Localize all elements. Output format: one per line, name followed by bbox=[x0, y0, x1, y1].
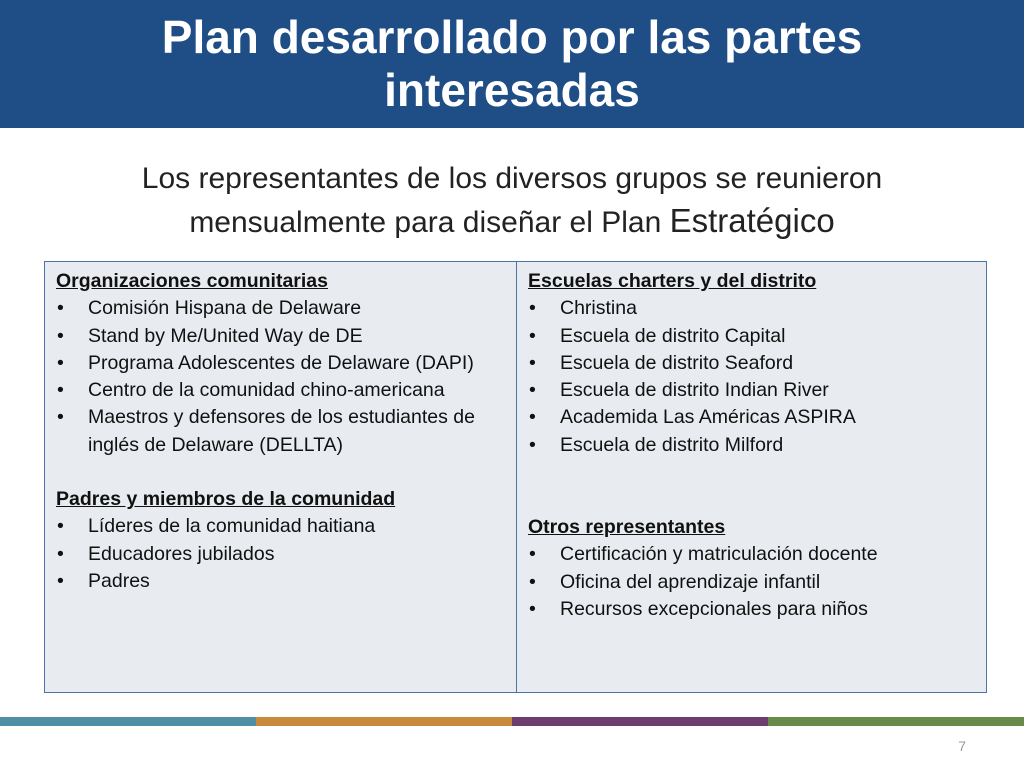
list-padres bbox=[56, 513, 506, 595]
list-item bbox=[528, 323, 976, 350]
list-item bbox=[56, 541, 506, 568]
list-item-text: Stand by Me/United Way de DE bbox=[88, 324, 363, 347]
list-item-text: Recursos excepcionales para niños bbox=[560, 597, 868, 620]
footer-color-stripe bbox=[0, 717, 1024, 726]
list-item-text: Escuela de distrito Capital bbox=[560, 324, 786, 347]
title-bar bbox=[0, 0, 1024, 128]
subtitle-text: Los representantes de los diversos grupos se reunieron mensualmente para diseñar el Plan bbox=[141, 162, 883, 239]
list-item-text: Programa Adolescentes de Delaware (DAPI) bbox=[88, 351, 474, 374]
list-organizaciones bbox=[56, 295, 506, 459]
bullet-icon: • bbox=[529, 351, 536, 374]
list-item-text: Oficina del aprendizaje infantil bbox=[560, 570, 821, 593]
list-otros bbox=[528, 541, 976, 623]
bullet-icon: • bbox=[57, 542, 64, 565]
list-item bbox=[528, 350, 976, 377]
list-item bbox=[56, 513, 506, 540]
list-item bbox=[56, 350, 506, 377]
stakeholder-table bbox=[44, 261, 987, 693]
bullet-icon: • bbox=[529, 297, 536, 320]
bullet-icon: • bbox=[57, 569, 64, 592]
list-item bbox=[528, 295, 976, 322]
list-item bbox=[56, 377, 506, 404]
page-number: 7 bbox=[958, 738, 966, 754]
list-item-text: Padres bbox=[88, 569, 150, 592]
list-item-text: Christina bbox=[560, 297, 637, 320]
bullet-icon: • bbox=[529, 433, 536, 456]
stripe-segment bbox=[0, 717, 256, 726]
section-heading-escuelas: Escuelas charters y del distrito bbox=[528, 270, 817, 292]
list-item-text: Academida Las Américas ASPIRA bbox=[560, 406, 856, 429]
list-item bbox=[528, 377, 976, 404]
list-item-text: Maestros y defensores de los estudiantes de inglés de Delaware (DELLTA) bbox=[88, 406, 475, 456]
bullet-icon: • bbox=[57, 379, 64, 402]
stripe-segment bbox=[512, 717, 768, 726]
list-item bbox=[528, 432, 976, 459]
list-item bbox=[528, 596, 976, 623]
bullet-icon: • bbox=[57, 406, 64, 429]
list-item bbox=[56, 404, 506, 459]
bullet-icon: • bbox=[57, 324, 64, 347]
list-item-text: Escuela de distrito Indian River bbox=[560, 379, 829, 402]
list-item bbox=[56, 323, 506, 350]
slide-title: Plan desarrollado por las partes interesadas bbox=[161, 11, 863, 116]
right-column bbox=[517, 262, 986, 692]
slide-subtitle bbox=[50, 158, 974, 244]
stripe-segment bbox=[256, 717, 512, 726]
bullet-icon: • bbox=[529, 379, 536, 402]
list-item bbox=[56, 295, 506, 322]
list-item-text: Centro de la comunidad chino-americana bbox=[88, 379, 445, 402]
list-escuelas bbox=[528, 295, 976, 459]
list-item-text: Escuela de distrito Milford bbox=[560, 433, 784, 456]
bullet-icon: • bbox=[57, 515, 64, 538]
bullet-icon: • bbox=[57, 297, 64, 320]
section-heading-otros: Otros representantes bbox=[528, 516, 726, 539]
bullet-icon: • bbox=[529, 570, 536, 593]
left-column bbox=[45, 262, 517, 692]
stripe-segment bbox=[768, 717, 1024, 726]
list-item bbox=[56, 568, 506, 595]
list-item-text: Escuela de distrito Seaford bbox=[560, 351, 794, 374]
list-item bbox=[528, 541, 976, 568]
bullet-icon: • bbox=[529, 543, 536, 566]
section-heading-organizaciones: Organizaciones comunitarias bbox=[56, 270, 329, 292]
list-item-text: Líderes de la comunidad haitiana bbox=[88, 515, 376, 538]
bullet-icon: • bbox=[529, 597, 536, 620]
bullet-icon: • bbox=[57, 351, 64, 374]
list-item bbox=[528, 569, 976, 596]
list-item-text: Certificación y matriculación docente bbox=[560, 543, 878, 566]
list-item-text: Educadores jubilados bbox=[88, 542, 275, 565]
list-item bbox=[528, 404, 976, 431]
section-spacer bbox=[528, 459, 976, 514]
section-heading-padres: Padres y miembros de la comunidad bbox=[56, 488, 396, 511]
bullet-icon: • bbox=[529, 324, 536, 347]
section-spacer bbox=[56, 459, 506, 486]
list-item-text: Comisión Hispana de Delaware bbox=[88, 297, 362, 320]
bullet-icon: • bbox=[529, 406, 536, 429]
subtitle-emphasis: Estratégico bbox=[669, 202, 835, 239]
